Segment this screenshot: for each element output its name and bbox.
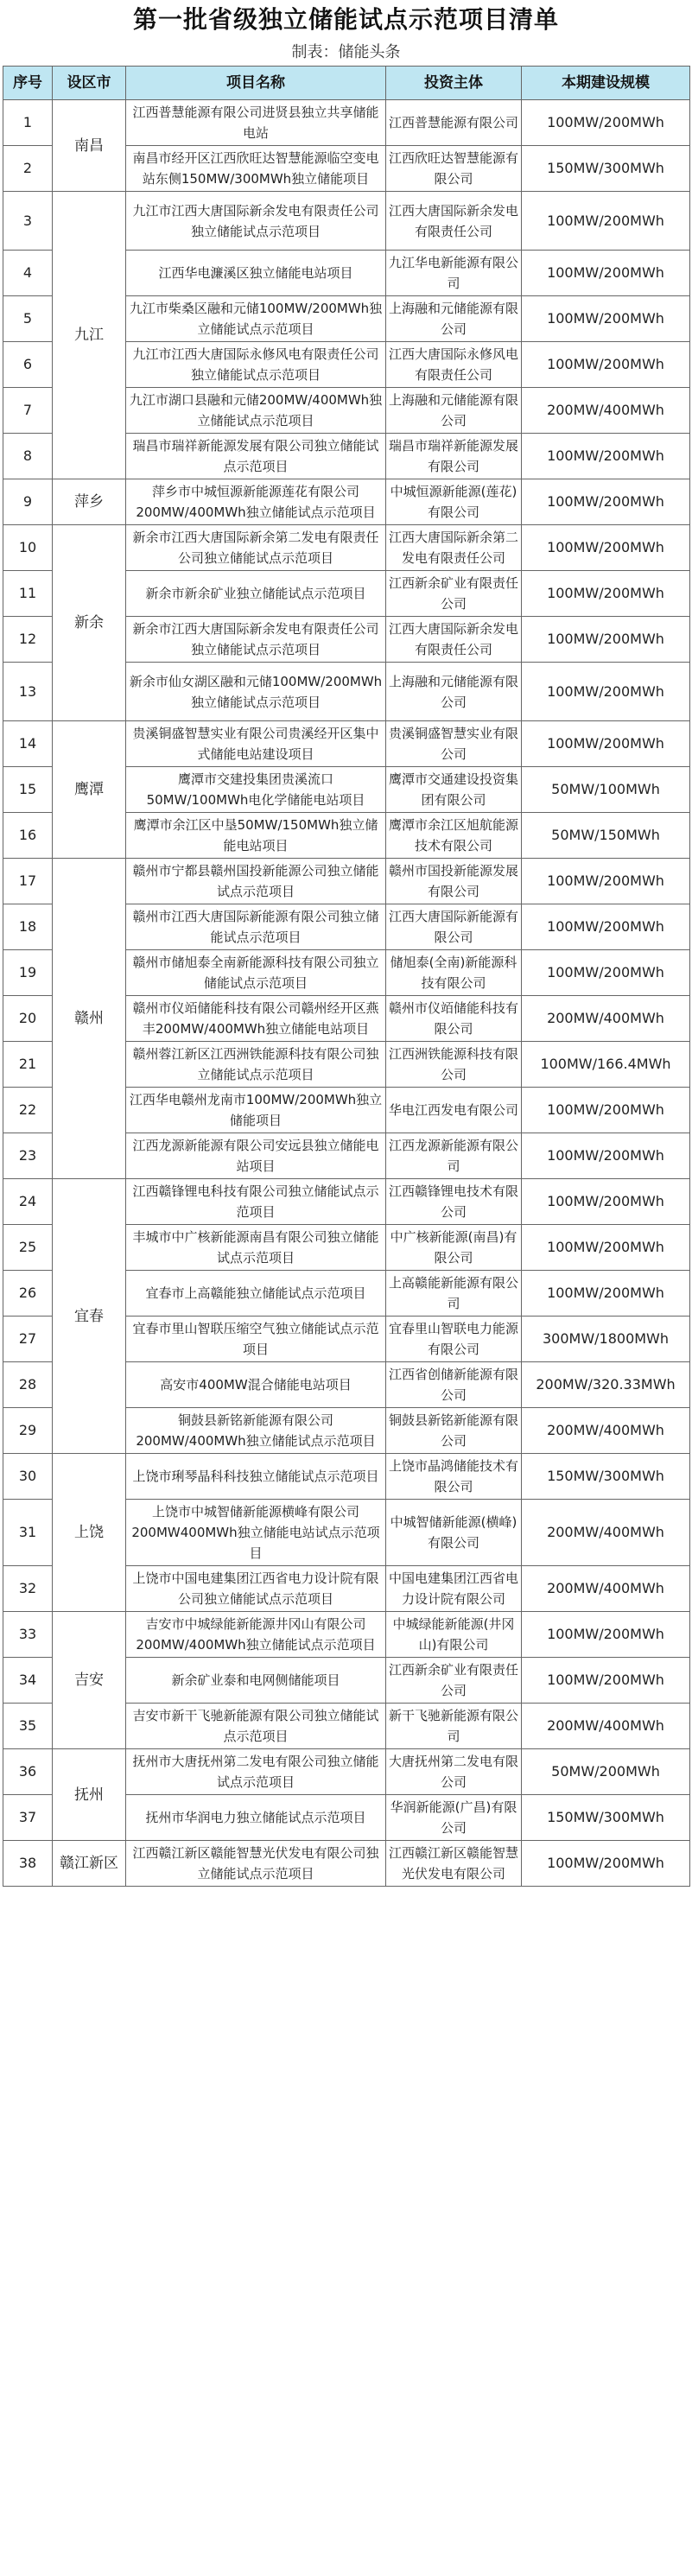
project-name-cell: 九江市柴桑区融和元储100MW/200MWh独立储能试点示范项目 xyxy=(126,296,386,342)
scale-cell: 200MW/400MWh xyxy=(522,388,690,434)
project-name-cell: 吉安市新干飞驰新能源有限公司独立储能试点示范项目 xyxy=(126,1704,386,1749)
row-number: 4 xyxy=(3,251,53,296)
table-row xyxy=(3,1179,690,1225)
table-row xyxy=(3,192,690,251)
scale-cell: 100MW/200MWh xyxy=(522,251,690,296)
row-number: 33 xyxy=(3,1612,53,1658)
row-number: 11 xyxy=(3,571,53,617)
table-row xyxy=(3,525,690,571)
investor-cell: 江西大唐国际新余发电有限责任公司 xyxy=(386,192,522,251)
project-name-cell: 鹰潭市交建投集团贵溪流口50MW/100MWh电化学储能电站项目 xyxy=(126,767,386,813)
investor-cell: 新干飞驰新能源有限公司 xyxy=(386,1704,522,1749)
page-title: 第一批省级独立储能试点示范项目清单 xyxy=(132,5,559,34)
row-number: 16 xyxy=(3,813,53,859)
project-name-cell: 赣州蓉江新区江西洲铁能源科技有限公司独立储能试点示范项目 xyxy=(126,1042,386,1088)
scale-cell: 150MW/300MWh xyxy=(522,1795,690,1841)
investor-cell: 上海融和元储能源有限公司 xyxy=(386,296,522,342)
scale-cell: 200MW/400MWh xyxy=(522,996,690,1042)
investor-cell: 江西赣锋锂电技术有限公司 xyxy=(386,1179,522,1225)
scale-cell: 200MW/400MWh xyxy=(522,1566,690,1612)
scale-cell: 100MW/200MWh xyxy=(522,1179,690,1225)
scale-cell: 150MW/300MWh xyxy=(522,1454,690,1500)
investor-cell: 江西省创储新能源有限公司 xyxy=(386,1362,522,1408)
project-name-cell: 丰城市中广核新能源南昌有限公司独立储能试点示范项目 xyxy=(126,1225,386,1271)
row-number: 30 xyxy=(3,1454,53,1500)
table-header-row xyxy=(3,67,690,100)
row-number: 25 xyxy=(3,1225,53,1271)
row-number: 27 xyxy=(3,1317,53,1362)
scale-cell: 100MW/200MWh xyxy=(522,479,690,525)
row-number: 35 xyxy=(3,1704,53,1749)
city-cell: 鹰潭 xyxy=(53,721,126,859)
page-subtitle: 制表：储能头条 xyxy=(291,43,401,61)
project-name-cell: 鹰潭市余江区中垦50MW/150MWh独立储能电站项目 xyxy=(126,813,386,859)
project-name-cell: 赣州市江西大唐国际新能源有限公司独立储能试点示范项目 xyxy=(126,904,386,950)
project-name-cell: 九江市湖口县融和元储200MW/400MWh独立储能试点示范项目 xyxy=(126,388,386,434)
table-row xyxy=(3,1612,690,1658)
table-row xyxy=(3,1749,690,1795)
project-name-cell: 上饶市中国电建集团江西省电力设计院有限公司独立储能试点示范项目 xyxy=(126,1566,386,1612)
scale-cell: 100MW/200MWh xyxy=(522,342,690,388)
scale-cell: 100MW/200MWh xyxy=(522,663,690,721)
project-name-cell: 新余矿业泰和电网侧储能项目 xyxy=(126,1658,386,1704)
scale-cell: 200MW/400MWh xyxy=(522,1704,690,1749)
investor-cell: 上海融和元储能源有限公司 xyxy=(386,388,522,434)
project-name-cell: 江西华电赣州龙南市100MW/200MWh独立储能项目 xyxy=(126,1088,386,1133)
row-number: 1 xyxy=(3,100,53,146)
investor-cell: 华润新能源(广昌)有限公司 xyxy=(386,1795,522,1841)
scale-cell: 100MW/200MWh xyxy=(522,296,690,342)
header-project-name: 项目名称 xyxy=(126,67,386,100)
scale-cell: 100MW/200MWh xyxy=(522,859,690,904)
scale-cell: 50MW/100MWh xyxy=(522,767,690,813)
investor-cell: 江西大唐国际新能源有限公司 xyxy=(386,904,522,950)
row-number: 13 xyxy=(3,663,53,721)
scale-cell: 200MW/400MWh xyxy=(522,1500,690,1566)
project-name-cell: 江西赣江新区赣能智慧光伏发电有限公司独立储能试点示范项目 xyxy=(126,1841,386,1887)
row-number: 34 xyxy=(3,1658,53,1704)
header-investor: 投资主体 xyxy=(386,67,522,100)
city-cell: 九江 xyxy=(53,192,126,479)
investor-cell: 上海融和元储能源有限公司 xyxy=(386,663,522,721)
investor-cell: 中广核新能源(南昌)有限公司 xyxy=(386,1225,522,1271)
row-number: 31 xyxy=(3,1500,53,1566)
table-row xyxy=(3,100,690,146)
investor-cell: 江西新余矿业有限责任公司 xyxy=(386,1658,522,1704)
investor-cell: 江西洲铁能源科技有限公司 xyxy=(386,1042,522,1088)
city-cell: 宜春 xyxy=(53,1179,126,1454)
project-name-cell: 江西龙源新能源有限公司安远县独立储能电站项目 xyxy=(126,1133,386,1179)
scale-cell: 100MW/200MWh xyxy=(522,1088,690,1133)
project-name-cell: 新余市仙女湖区融和元储100MW/200MWh独立储能试点示范项目 xyxy=(126,663,386,721)
city-cell: 抚州 xyxy=(53,1749,126,1841)
scale-cell: 100MW/200MWh xyxy=(522,904,690,950)
row-number: 24 xyxy=(3,1179,53,1225)
investor-cell: 中国电建集团江西省电力设计院有限公司 xyxy=(386,1566,522,1612)
table-row xyxy=(3,479,690,525)
scale-cell: 50MW/200MWh xyxy=(522,1749,690,1795)
investor-cell: 江西普慧能源有限公司 xyxy=(386,100,522,146)
row-number: 5 xyxy=(3,296,53,342)
header-city: 设区市 xyxy=(53,67,126,100)
row-number: 38 xyxy=(3,1841,53,1887)
table-row xyxy=(3,1841,690,1887)
scale-cell: 100MW/200MWh xyxy=(522,1133,690,1179)
row-number: 10 xyxy=(3,525,53,571)
scale-cell: 100MW/200MWh xyxy=(522,1225,690,1271)
scale-cell: 100MW/200MWh xyxy=(522,721,690,767)
investor-cell: 宜春里山智联电力能源有限公司 xyxy=(386,1317,522,1362)
investor-cell: 上饶市晶鸿储能技术有限公司 xyxy=(386,1454,522,1500)
row-number: 6 xyxy=(3,342,53,388)
row-number: 37 xyxy=(3,1795,53,1841)
row-number: 18 xyxy=(3,904,53,950)
row-number: 32 xyxy=(3,1566,53,1612)
city-cell: 赣州 xyxy=(53,859,126,1179)
project-name-cell: 江西普慧能源有限公司进贤县独立共享储能电站 xyxy=(126,100,386,146)
project-name-cell: 吉安市中城绿能新能源井冈山有限公司200MW/400MWh独立储能试点示范项目 xyxy=(126,1612,386,1658)
investor-cell: 鹰潭市余江区旭航能源技术有限公司 xyxy=(386,813,522,859)
row-number: 26 xyxy=(3,1271,53,1317)
row-number: 20 xyxy=(3,996,53,1042)
scale-cell: 100MW/200MWh xyxy=(522,434,690,479)
investor-cell: 华电江西发电有限公司 xyxy=(386,1088,522,1133)
scale-cell: 300MW/1800MWh xyxy=(522,1317,690,1362)
investor-cell: 上高赣能新能源有限公司 xyxy=(386,1271,522,1317)
scale-cell: 100MW/200MWh xyxy=(522,100,690,146)
row-number: 23 xyxy=(3,1133,53,1179)
city-cell: 赣江新区 xyxy=(53,1841,126,1887)
investor-cell: 江西大唐国际新余第二发电有限责任公司 xyxy=(386,525,522,571)
investor-cell: 铜鼓县新铭新能源有限公司 xyxy=(386,1408,522,1454)
header-scale: 本期建设规模 xyxy=(522,67,690,100)
row-number: 29 xyxy=(3,1408,53,1454)
investor-cell: 江西赣江新区赣能智慧光伏发电有限公司 xyxy=(386,1841,522,1887)
project-name-cell: 江西赣锋锂电科技有限公司独立储能试点示范项目 xyxy=(126,1179,386,1225)
city-cell: 南昌 xyxy=(53,100,126,192)
investor-cell: 赣州市国投新能源发展有限公司 xyxy=(386,859,522,904)
investor-cell: 中城绿能新能源(井冈山)有限公司 xyxy=(386,1612,522,1658)
header-no: 序号 xyxy=(3,67,53,100)
row-number: 17 xyxy=(3,859,53,904)
city-cell: 萍乡 xyxy=(53,479,126,525)
scale-cell: 150MW/300MWh xyxy=(522,146,690,192)
investor-cell: 中城恒源新能源(莲花)有限公司 xyxy=(386,479,522,525)
investor-cell: 江西大唐国际新余发电有限责任公司 xyxy=(386,617,522,663)
row-number: 15 xyxy=(3,767,53,813)
row-number: 36 xyxy=(3,1749,53,1795)
project-name-cell: 宜春市上高赣能独立储能试点示范项目 xyxy=(126,1271,386,1317)
investor-cell: 江西大唐国际永修风电有限责任公司 xyxy=(386,342,522,388)
project-name-cell: 铜鼓县新铭新能源有限公司200MW/400MWh独立储能试点示范项目 xyxy=(126,1408,386,1454)
city-cell: 新余 xyxy=(53,525,126,721)
row-number: 8 xyxy=(3,434,53,479)
investor-cell: 江西龙源新能源有限公司 xyxy=(386,1133,522,1179)
row-number: 19 xyxy=(3,950,53,996)
table-row xyxy=(3,1454,690,1500)
scale-cell: 100MW/166.4MWh xyxy=(522,1042,690,1088)
investor-cell: 贵溪铜盛智慧实业有限公司 xyxy=(386,721,522,767)
scale-cell: 200MW/400MWh xyxy=(522,1408,690,1454)
row-number: 9 xyxy=(3,479,53,525)
project-name-cell: 上饶市中城智储新能源横峰有限公司200MW400MWh独立储能电站试点示范项目 xyxy=(126,1500,386,1566)
project-name-cell: 赣州市储旭泰全南新能源科技有限公司独立储能试点示范项目 xyxy=(126,950,386,996)
project-name-cell: 赣州市仪竡储能科技有限公司赣州经开区燕丰200MW/400MWh独立储能电站项目 xyxy=(126,996,386,1042)
scale-cell: 100MW/200MWh xyxy=(522,192,690,251)
project-table xyxy=(3,66,690,1887)
project-name-cell: 贵溪铜盛智慧实业有限公司贵溪经开区集中式储能电站建设项目 xyxy=(126,721,386,767)
row-number: 3 xyxy=(3,192,53,251)
table-row xyxy=(3,859,690,904)
project-name-cell: 抚州市大唐抚州第二发电有限公司独立储能试点示范项目 xyxy=(126,1749,386,1795)
investor-cell: 中城智储新能源(横峰)有限公司 xyxy=(386,1500,522,1566)
scale-cell: 100MW/200MWh xyxy=(522,1271,690,1317)
scale-cell: 100MW/200MWh xyxy=(522,1658,690,1704)
project-name-cell: 赣州市宁都县赣州国投新能源公司独立储能试点示范项目 xyxy=(126,859,386,904)
scale-cell: 100MW/200MWh xyxy=(522,617,690,663)
row-number: 2 xyxy=(3,146,53,192)
project-name-cell: 新余市新余矿业独立储能试点示范项目 xyxy=(126,571,386,617)
investor-cell: 瑞昌市瑞祥新能源发展有限公司 xyxy=(386,434,522,479)
scale-cell: 100MW/200MWh xyxy=(522,950,690,996)
project-name-cell: 九江市江西大唐国际永修风电有限责任公司独立储能试点示范项目 xyxy=(126,342,386,388)
project-name-cell: 上饶市琍琴晶科科技独立储能试点示范项目 xyxy=(126,1454,386,1500)
city-cell: 上饶 xyxy=(53,1454,126,1612)
row-number: 21 xyxy=(3,1042,53,1088)
project-name-cell: 高安市400MW混合储能电站项目 xyxy=(126,1362,386,1408)
city-cell: 吉安 xyxy=(53,1612,126,1749)
project-name-cell: 新余市江西大唐国际新余第二发电有限责任公司独立储能试点示范项目 xyxy=(126,525,386,571)
row-number: 22 xyxy=(3,1088,53,1133)
scale-cell: 100MW/200MWh xyxy=(522,1612,690,1658)
scale-cell: 100MW/200MWh xyxy=(522,1841,690,1887)
scale-cell: 100MW/200MWh xyxy=(522,525,690,571)
row-number: 12 xyxy=(3,617,53,663)
scale-cell: 100MW/200MWh xyxy=(522,571,690,617)
investor-cell: 大唐抚州第二发电有限公司 xyxy=(386,1749,522,1795)
project-name-cell: 九江市江西大唐国际新余发电有限责任公司独立储能试点示范项目 xyxy=(126,192,386,251)
project-name-cell: 抚州市华润电力独立储能试点示范项目 xyxy=(126,1795,386,1841)
project-name-cell: 南昌市经开区江西欣旺达智慧能源临空变电站东侧150MW/300MWh独立储能项目 xyxy=(126,146,386,192)
project-name-cell: 萍乡市中城恒源新能源莲花有限公司200MW/400MWh独立储能试点示范项目 xyxy=(126,479,386,525)
project-name-cell: 瑞昌市瑞祥新能源发展有限公司独立储能试点示范项目 xyxy=(126,434,386,479)
investor-cell: 鹰潭市交通建设投资集团有限公司 xyxy=(386,767,522,813)
row-number: 14 xyxy=(3,721,53,767)
project-name-cell: 江西华电濂溪区独立储能电站项目 xyxy=(126,251,386,296)
investor-cell: 江西新余矿业有限责任公司 xyxy=(386,571,522,617)
project-name-cell: 宜春市里山智联压缩空气独立储能试点示范项目 xyxy=(126,1317,386,1362)
table-body xyxy=(3,100,690,1887)
investor-cell: 储旭泰(全南)新能源科技有限公司 xyxy=(386,950,522,996)
investor-cell: 九江华电新能源有限公司 xyxy=(386,251,522,296)
investor-cell: 江西欣旺达智慧能源有限公司 xyxy=(386,146,522,192)
scale-cell: 200MW/320.33MWh xyxy=(522,1362,690,1408)
row-number: 7 xyxy=(3,388,53,434)
row-number: 28 xyxy=(3,1362,53,1408)
investor-cell: 赣州市仪竡储能科技有限公司 xyxy=(386,996,522,1042)
scale-cell: 50MW/150MWh xyxy=(522,813,690,859)
table-row xyxy=(3,721,690,767)
project-name-cell: 新余市江西大唐国际新余发电有限责任公司独立储能试点示范项目 xyxy=(126,617,386,663)
